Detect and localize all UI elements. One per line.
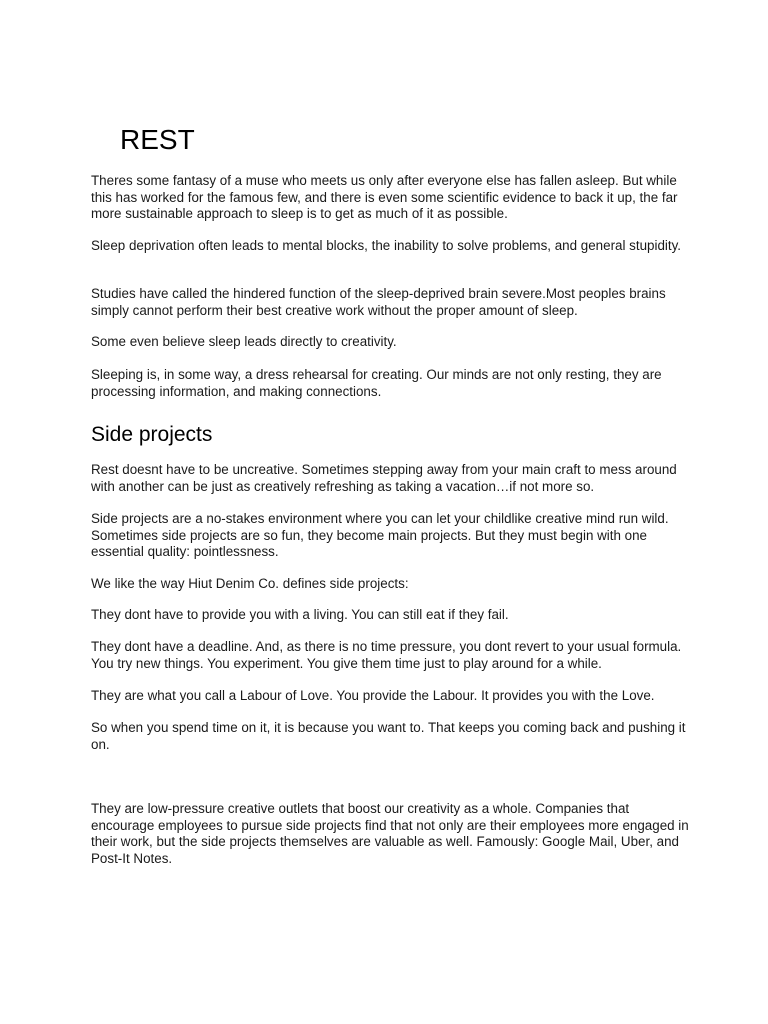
paragraph: They dont have to provide you with a living. You can still eat if they fail. [91,607,509,622]
paragraph: They dont have a deadline. And, as there is no time pressure, you dont revert to your usual formula. You try new things. You experiment. You give them time just to play around for a while. [91,639,682,671]
paragraph: Sleep deprivation often leads to mental blocks, the inability to solve problems, and general stupidity. [91,238,682,253]
section-title-side-projects: Side projects [91,423,213,446]
paragraph: We like the way Hiut Denim Co. defines side projects: [91,576,409,591]
paragraph: They are low-pressure creative outlets that boost our creativity as a whole. Companies that encourage employees to pursue side projects find that not only are their employees more engaged in their work, but the side projects themselves are valuable as well. Famously: Google Mail, Uber, and Post-It Notes. [91,801,689,866]
paragraph: Sleeping is, in some way, a dress rehearsal for creating. Our minds are not only resting, they are processing information, and making connections. [91,367,662,399]
paragraph: They are what you call a Labour of Love. You provide the Labour. It provides you with the Love. [91,688,655,703]
paragraph: So when you spend time on it, it is because you want to. That keeps you coming back and pushing it on. [91,720,686,752]
paragraph: Studies have called the hindered function of the sleep-deprived brain severe.Most peoples brains simply cannot perform their best creative work without the proper amount of sleep. [91,286,666,318]
paragraph: Theres some fantasy of a muse who meets us only after everyone else has fallen asleep. But while this has worked for the famous few, and there is even some scientific evidence to back it up, the far more sustainable approach to sleep is to get as much of it as possible. [91,173,678,222]
paragraph: Some even believe sleep leads directly to creativity. [91,334,397,349]
paragraph: Side projects are a no-stakes environment where you can let your childlike creative mind run wild. Sometimes side projects are so fun, they become main projects. But they must begin with one essential quality: pointlessness. [91,511,669,560]
paragraph: Rest doesnt have to be uncreative. Sometimes stepping away from your main craft to mess around with another can be just as creatively refreshing as taking a vacation…if not more so. [91,462,677,494]
section-title-rest: REST [120,124,195,155]
